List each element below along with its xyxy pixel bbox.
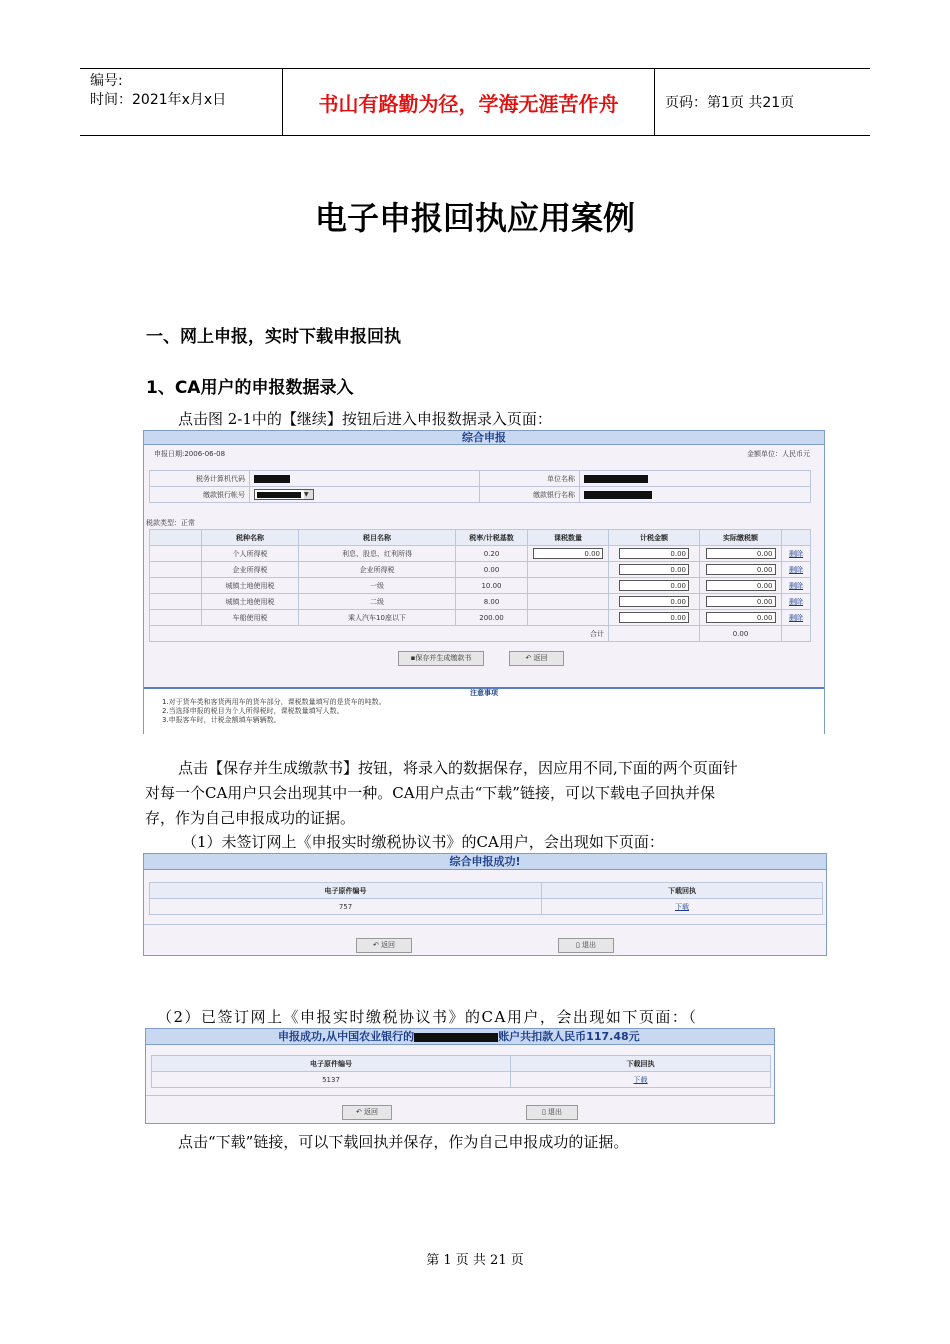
redacted-block: [584, 475, 648, 483]
col-header: 课税数量: [528, 530, 609, 546]
bar-text: 账户共扣款人民币117.48元: [498, 1030, 640, 1043]
download-link[interactable]: 下载: [675, 902, 689, 911]
amount-unit: 金额单位：人民币元: [747, 450, 810, 458]
col-header: 计税金额: [609, 530, 700, 546]
redacted-block: [254, 475, 290, 483]
table-row: [150, 562, 811, 578]
save-and-generate-button[interactable]: ▪保存并生成缴款书: [398, 651, 484, 666]
paragraph-2-line-3: 存，作为自己申报成功的证据。: [145, 809, 356, 827]
col-header: 下载回执: [511, 1056, 771, 1072]
field-value: [250, 471, 480, 487]
declaration-date: 申报日期:2006-06-08: [154, 450, 226, 458]
delete-link[interactable]: 删除: [789, 581, 803, 590]
table-row: [150, 546, 811, 562]
back-button[interactable]: ↶ 返回: [509, 651, 564, 666]
note-item: 2.当选择申报的税目为个人所得税时，课税数量填写人数。: [162, 707, 344, 715]
col-header: 电子原件编号: [152, 1056, 511, 1072]
screenshot-success-with-deduction: [145, 1028, 775, 1124]
table-row: [150, 899, 823, 915]
redacted-block: [584, 491, 652, 499]
table-row: [150, 578, 811, 594]
back-arrow-icon: ↶: [372, 941, 379, 949]
section-heading-1-1: 1、CA用户的申报数据录入: [146, 378, 354, 398]
document-id: 5137: [152, 1072, 511, 1088]
receipt-table: [149, 882, 823, 915]
divider: [146, 1095, 774, 1096]
paragraph-2-line-2: 对每一个CA用户只会出现其中一种。CA用户点击“下载”链接，可以下载电子回执并保: [145, 784, 715, 802]
bank-account-select[interactable]: [250, 487, 480, 503]
disk-icon: ▪: [410, 654, 416, 662]
back-button[interactable]: ↶ 返回: [356, 938, 412, 953]
redacted-block: [257, 492, 301, 498]
header-motto: 书山有路勤为径，学海无涯苦作舟: [283, 69, 655, 135]
screenshot-declaration-form: [143, 430, 825, 734]
exit-button[interactable]: ▯ 退出: [558, 938, 614, 953]
time-label: 时间：2021年x月x日: [90, 92, 227, 108]
taxable-amount-input[interactable]: 0.00: [619, 548, 689, 559]
exit-button[interactable]: ▯ 退出: [526, 1105, 578, 1120]
tax-item: 乘人汽车10座以下: [299, 610, 456, 626]
paragraph-5: 点击“下载”链接，可以下载回执并保存，作为自己申报成功的证据。: [178, 1133, 629, 1151]
tax-name: 城镇土地使用税: [202, 594, 299, 610]
col-blank: [150, 530, 202, 546]
divider: [144, 924, 826, 925]
header-meta: [80, 69, 283, 135]
page-header: [80, 68, 870, 136]
quantity-cell: [528, 610, 609, 626]
delete-link[interactable]: 删除: [789, 613, 803, 622]
taxable-amount-input[interactable]: 0.00: [619, 612, 689, 623]
header-page-number: 页码：第1页 共21页: [665, 95, 795, 111]
taxable-amount-input[interactable]: 0.00: [619, 580, 689, 591]
receipt-table: [151, 1055, 771, 1088]
note-item: 3.申报客车时，计税金额填车辆辆数。: [162, 716, 281, 724]
success-title-bar: 综合申报成功!: [144, 854, 826, 870]
chevron-down-icon: ▼: [304, 490, 313, 499]
document-id: 757: [150, 899, 542, 915]
col-header: 税目名称: [299, 530, 456, 546]
paragraph-3: （1）未签订网上《申报实时缴税协议书》的CA用户，会出现如下页面：: [182, 833, 664, 851]
field-value: [580, 487, 811, 503]
bar-text: 申报成功,从中国农业银行的: [278, 1030, 415, 1043]
paragraph-4: （2）已签订网上《申报实时缴税协议书》的CA用户，会出现如下页面：（: [157, 1008, 698, 1026]
col-header: 下载回执: [542, 883, 823, 899]
table-row: [150, 594, 811, 610]
field-label: 税务计算机代码: [150, 471, 250, 487]
taxable-amount-input[interactable]: 0.00: [619, 596, 689, 607]
quantity-cell: [528, 578, 609, 594]
delete-link[interactable]: 删除: [789, 549, 803, 558]
notes-panel: [144, 687, 824, 735]
document-title: 电子申报回执应用案例: [314, 199, 635, 237]
quantity-cell: [528, 562, 609, 578]
actual-tax-input[interactable]: 0.00: [706, 548, 776, 559]
tax-name: 城镇土地使用税: [202, 578, 299, 594]
actual-tax-input[interactable]: 0.00: [706, 580, 776, 591]
download-link[interactable]: 下载: [633, 1075, 648, 1084]
taxpayer-info-table: [149, 470, 811, 503]
tax-rate: 0.20: [456, 546, 528, 562]
actual-tax-input[interactable]: 0.00: [706, 564, 776, 575]
tax-item: 一级: [299, 578, 456, 594]
table-row: [150, 610, 811, 626]
tax-name: 车船使用税: [202, 610, 299, 626]
quantity-cell: [528, 594, 609, 610]
deduction-title-bar: [146, 1029, 774, 1045]
tax-rate: 200.00: [456, 610, 528, 626]
door-icon: ▯: [575, 941, 580, 949]
tax-item: 企业所得税: [299, 562, 456, 578]
back-button[interactable]: ↶ 返回: [342, 1105, 392, 1120]
note-item: 1.对于货车类和客货两用车的货车部分，课税数量填写的是货车的吨数。: [162, 698, 386, 706]
tax-name: 企业所得税: [202, 562, 299, 578]
page-footer: 第 1 页 共 21 页: [426, 1253, 524, 1268]
delete-link[interactable]: 删除: [789, 597, 803, 606]
tax-items-table: [149, 529, 811, 642]
delete-link[interactable]: 删除: [789, 565, 803, 574]
redacted-block: [414, 1033, 498, 1042]
back-arrow-icon: ↶: [355, 1108, 362, 1116]
tax-name: 个人所得税: [202, 546, 299, 562]
tax-rate: 0.00: [456, 562, 528, 578]
col-blank: [782, 530, 811, 546]
total-label: 合计: [150, 626, 609, 642]
section-heading-1: 一、网上申报，实时下载申报回执: [146, 327, 401, 347]
actual-tax-input[interactable]: 0.00: [706, 612, 776, 623]
field-label: 单位名称: [480, 471, 580, 487]
tax-item: 二级: [299, 594, 456, 610]
screenshot-success-page: [143, 853, 827, 956]
serial-label: 编号:: [90, 73, 123, 89]
total-value: 0.00: [700, 626, 782, 642]
col-header: 实际缴税额: [700, 530, 782, 546]
table-row: [152, 1072, 771, 1088]
tax-item: 利息、股息、红利所得: [299, 546, 456, 562]
paragraph-2-line-1: 点击【保存并生成缴款书】按钮，将录入的数据保存，因应用不同,下面的两个页面针: [178, 759, 738, 777]
field-value: [580, 471, 811, 487]
paragraph-1: 点击图 2-1中的【继续】按钮后进入申报数据录入页面：: [178, 410, 552, 428]
door-icon: ▯: [541, 1108, 546, 1116]
tax-rate: 10.00: [456, 578, 528, 594]
form-title-bar: 综合申报: [144, 431, 824, 445]
tax-rate: 8.00: [456, 594, 528, 610]
taxable-amount-input[interactable]: 0.00: [619, 564, 689, 575]
col-header: 税率/计税基数: [456, 530, 528, 546]
field-label: 缴款银行名称: [480, 487, 580, 503]
back-arrow-icon: ↶: [525, 654, 532, 662]
actual-tax-input[interactable]: 0.00: [706, 596, 776, 607]
field-label: 缴款银行帐号: [150, 487, 250, 503]
col-header: 税种名称: [202, 530, 299, 546]
total-row: [150, 626, 811, 642]
tax-type: 税款类型：正常: [146, 519, 195, 527]
quantity-input[interactable]: 0.00: [533, 548, 603, 559]
col-header: 电子原件编号: [150, 883, 542, 899]
notes-title: 注意事项: [470, 689, 498, 697]
